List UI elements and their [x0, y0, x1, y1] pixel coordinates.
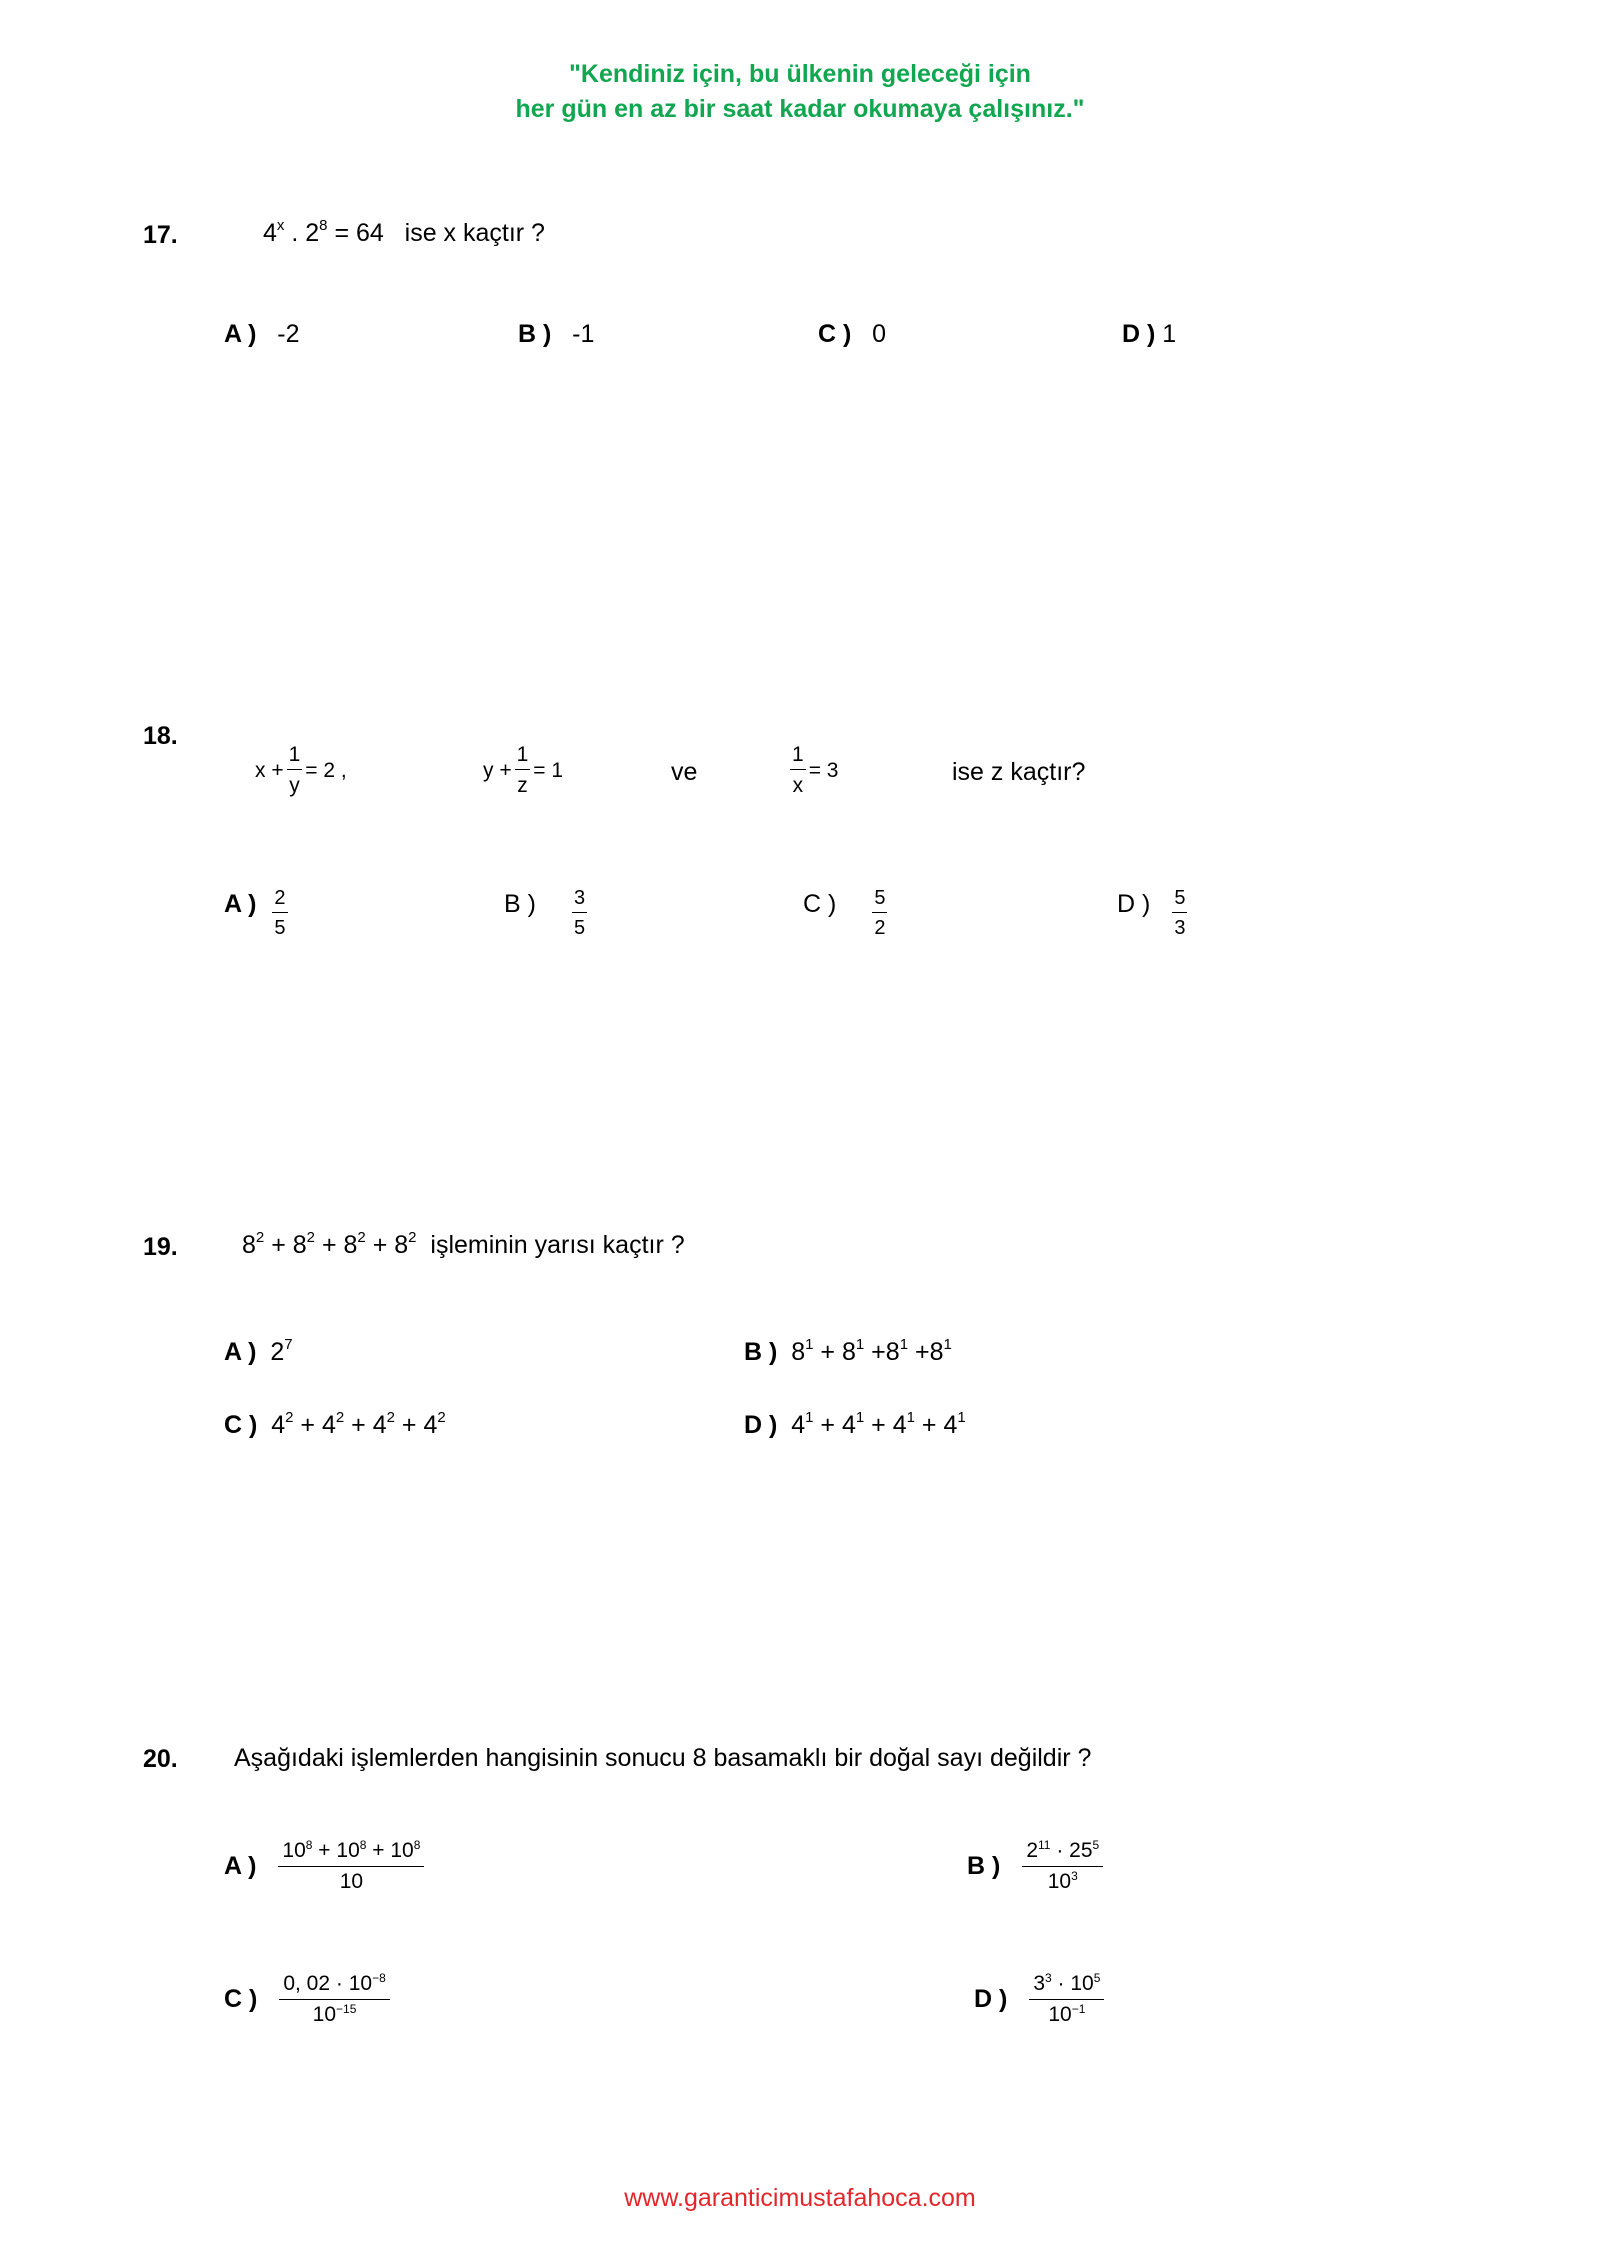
q20-option-c[interactable]: C ) $\frac{0, 02 \cdot 10^{-8}}{10^{-15}}$ [224, 1973, 390, 2025]
q18-equation-1: x + $\frac{1}{y}$ = 2 , [255, 743, 347, 797]
question-17-number: 17. [143, 221, 178, 249]
question-17-text: 4$^x$ . $2^8 = 64$ ise x kaçtır ? [263, 216, 545, 247]
q17-option-a[interactable]: A ) -2 [224, 320, 300, 348]
q18-question: ise z kaçtır? [952, 758, 1086, 786]
q17-option-d[interactable]: D ) 1 [1122, 320, 1177, 348]
q18-option-b[interactable]: B ) $\frac{3}{5}$ [504, 887, 586, 939]
question-19-text: $8^2 + 8^2 + 8^2 + 8^2$ işleminin yarısı kaçtır ? [242, 1228, 685, 1259]
q20-option-b[interactable]: B ) $\frac{2^{11} \cdot 25^5}{10^3}$ [967, 1840, 1103, 1892]
q20-option-a[interactable]: A ) $\frac{10^8 + 10^8 + 10^8}{10}$ [224, 1840, 424, 1892]
q17-option-b[interactable]: B ) -1 [518, 320, 595, 348]
header-line-1: "Kendiniz için, bu ülkenin geleceği için [569, 60, 1031, 88]
q18-equation-3: $\frac{1}{x}$ = 3 [792, 743, 839, 797]
q19-option-c[interactable]: C ) $4^2 + 4^2 + 4^2 + 4^2$ [224, 1408, 446, 1439]
question-19-number: 19. [143, 1233, 178, 1261]
q18-option-a[interactable]: A ) $\frac{2}{5}$ [224, 887, 286, 939]
q19-option-b[interactable]: B ) $8^1 + 8^1 +8^1 +8^1$ [744, 1335, 952, 1366]
q17-option-c[interactable]: C ) 0 [818, 320, 887, 348]
footer-url[interactable]: www.garanticimustafahoca.com [624, 2184, 976, 2212]
q18-equation-2: y + $\frac{1}{z}$ = 1 [483, 743, 564, 797]
q18-ve: ve [671, 758, 698, 786]
q18-option-c[interactable]: C ) $\frac{5}{2}$ [803, 887, 886, 939]
q19-option-a[interactable]: A ) $2^7$ [224, 1335, 293, 1366]
question-20-text: Aşağıdaki işlemlerden hangisinin sonucu 8 basamaklı bir doğal sayı değildir ? [234, 1744, 1092, 1772]
question-20-number: 20. [143, 1745, 178, 1773]
q18-option-d[interactable]: D ) $\frac{5}{3}$ [1117, 887, 1186, 939]
q20-option-d[interactable]: D ) $\frac{3^3 \cdot 10^5}{10^{-1}}$ [974, 1973, 1104, 2025]
header-line-2: her gün en az bir saat kadar okumaya çalışınız." [515, 95, 1085, 123]
q19-option-d[interactable]: D ) $4^1 + 4^1 + 4^1 + 4^1$ [744, 1408, 966, 1439]
question-18-number: 18. [143, 722, 178, 750]
